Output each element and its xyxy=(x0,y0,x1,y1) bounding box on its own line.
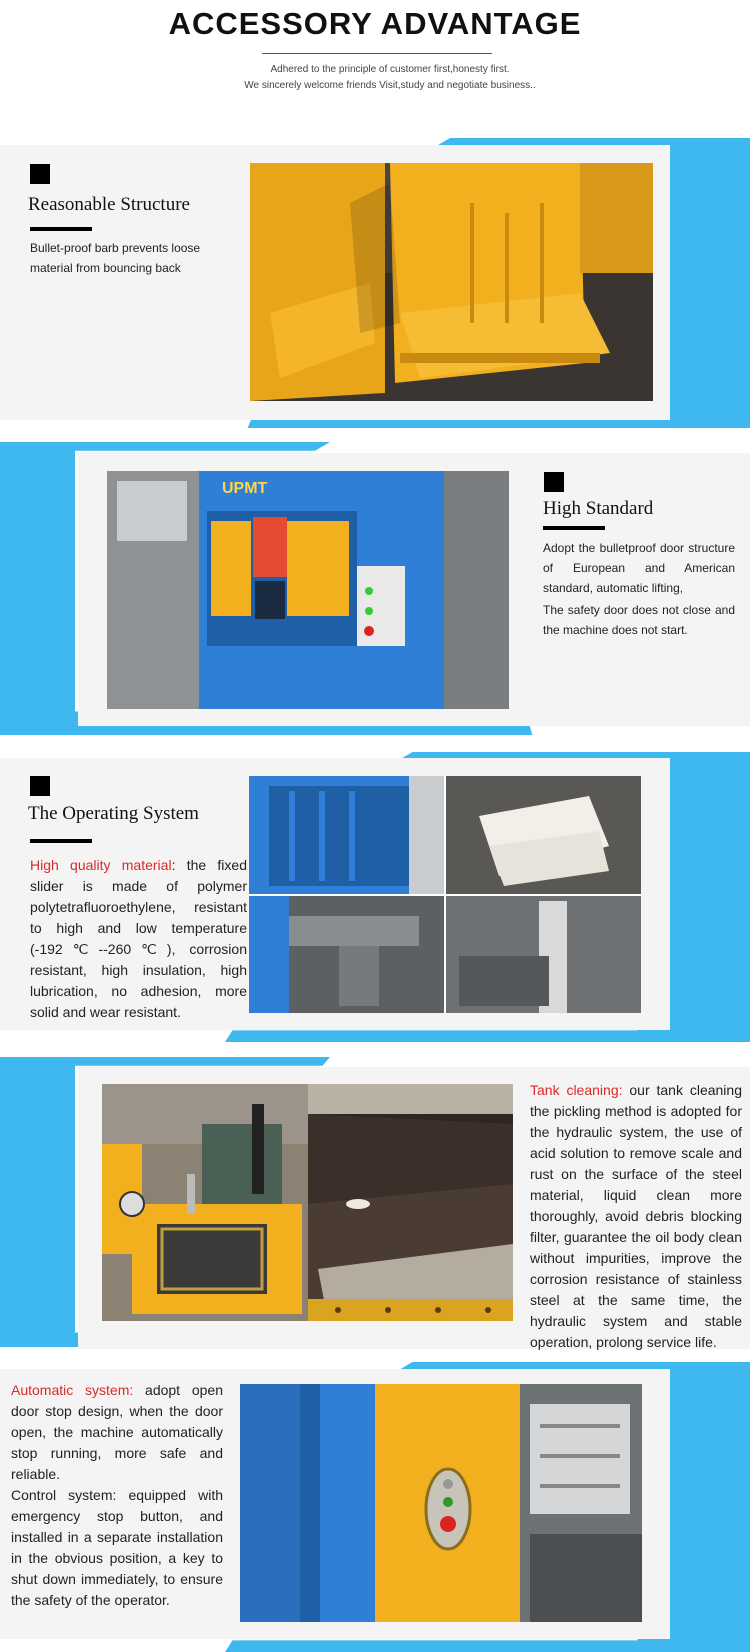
section3-highlight: High quality material xyxy=(30,857,172,873)
header-tagline-2: We sincerely welcome friends Visit,study and negotiate business.. xyxy=(244,80,536,91)
title-divider xyxy=(262,53,492,54)
section1-marker xyxy=(30,164,50,184)
section5-body2: Control system: equipped with emergency stop button, and installed in a separate installation in the obvious position, a key to shut down immediately, to ensure the safety of the operator. xyxy=(11,1487,223,1608)
section3-body: : the fixed slider is made of polymer polytetrafluoroethylene, resistant to high and low temperature (-192℃--260℃), corrosion resistant, high insulation, high lubrication, no adhesion, more solid and wear resistant. xyxy=(30,857,247,1020)
section2-photo xyxy=(107,471,509,709)
section4-photo-left xyxy=(102,1084,308,1321)
section2-rule xyxy=(543,526,605,530)
section5-photo xyxy=(240,1384,642,1622)
section3-rule xyxy=(30,839,92,843)
section4-body: our tank cleaning the pickling method is adopted for the hydraulic system, the use of acid solution to remove scale and rust on the surface of the steel material, liquid clean more thoroughly, avoid debris blocking filter, guarantee the oil body clean without impurities, improve the corrosion resistance of stainless steel at the same time, the hydraulic system and stable operation, prolong service life. xyxy=(530,1082,742,1350)
section5-highlight: Automatic system: xyxy=(11,1382,134,1398)
section4-highlight: Tank cleaning: xyxy=(530,1082,623,1098)
section2-marker xyxy=(544,472,564,492)
section3-marker xyxy=(30,776,50,796)
section4-photo-right xyxy=(308,1084,513,1321)
page-title: ACCESSORY ADVANTAGE xyxy=(168,6,582,41)
section5-text xyxy=(11,1380,223,1611)
section3-text xyxy=(30,855,247,1023)
machine-brand-label: UPMT xyxy=(222,480,268,497)
section3-title: The Operating System xyxy=(28,803,199,824)
section5-body1: adopt open door stop design, when the door open, the machine automatically stop running, more safe and reliable. xyxy=(11,1382,223,1482)
section1-rule xyxy=(30,227,92,231)
section2-title: High Standard xyxy=(543,498,654,519)
section1-photo xyxy=(250,163,653,401)
section4-text xyxy=(530,1080,742,1353)
header-tagline-1: Adhered to the principle of customer first,honesty first. xyxy=(270,64,510,75)
section2-text2: The safety door does not close and the machine does not start. xyxy=(543,603,735,637)
section1-text: Bullet-proof barb prevents loose material from bouncing back xyxy=(30,241,201,275)
section1-title: Reasonable Structure xyxy=(28,194,190,215)
section3-photo-grid xyxy=(249,776,641,1013)
section2-text1: Adopt the bulletproof door structure of European and American standard, automatic lifting, xyxy=(543,541,735,595)
